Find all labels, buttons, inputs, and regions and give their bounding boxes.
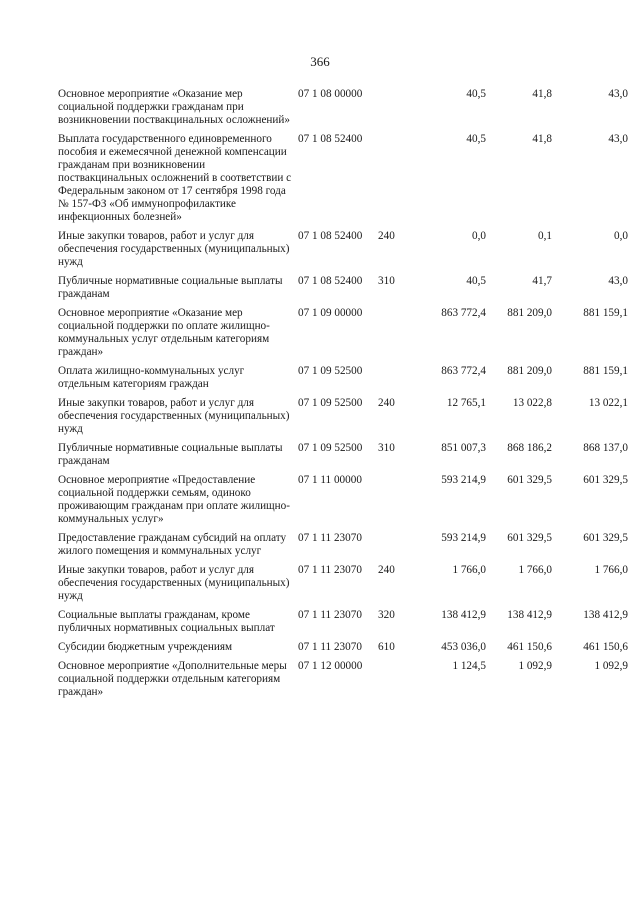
expense-type-code: 240 [378,230,395,242]
amount-year-3: 461 150,6 [583,641,628,653]
classification-code: 07 1 11 23070 [298,609,362,621]
table-row [58,365,638,391]
table-row [58,442,638,468]
classification-code: 07 1 12 00000 [298,660,363,672]
expense-type-code: 610 [378,641,395,653]
amount-year-3: 43,0 [608,133,628,145]
item-name: Иные закупки товаров, работ и услуг для обеспечения государственных (муниципальных) нужд [58,564,290,602]
classification-code: 07 1 08 52400 [298,275,363,287]
amount-year-3: 43,0 [608,275,628,287]
expense-type-code: 310 [378,442,395,454]
expense-type-code: 240 [378,564,395,576]
classification-code: 07 1 09 52500 [298,442,363,454]
amount-year-1: 12 765,1 [446,397,486,409]
table-row [58,609,638,635]
item-name: Предоставление гражданам субсидий на оплату жилого помещения и коммунальных услуг [58,532,287,557]
item-name: Основное мероприятие «Предоставление социальной поддержки семьям, одиноко проживающим гражданам при оплате жилищно-коммунальных услуг» [58,474,290,525]
amount-year-3: 1 092,9 [594,660,628,672]
amount-year-2: 601 329,5 [507,532,552,544]
table-row [58,641,638,654]
amount-year-2: 601 329,5 [507,474,552,486]
table-row [58,564,638,603]
classification-code: 07 1 09 00000 [298,307,363,319]
item-name: Оплата жилищно-коммунальных услуг отдельным категориям граждан [58,365,245,390]
amount-year-2: 1 092,9 [518,660,552,672]
classification-code: 07 1 11 23070 [298,532,362,544]
amount-year-3: 881 159,1 [583,365,628,377]
amount-year-3: 868 137,0 [583,442,628,454]
amount-year-2: 868 186,2 [507,442,552,454]
table-row [58,660,638,699]
amount-year-1: 1 124,5 [452,660,486,672]
classification-code: 07 1 09 52500 [298,397,363,409]
amount-year-1: 0,0 [472,230,486,242]
amount-year-1: 453 036,0 [441,641,486,653]
amount-year-3: 138 412,9 [583,609,628,621]
classification-code: 07 1 08 52400 [298,133,363,145]
amount-year-2: 41,8 [532,88,552,100]
amount-year-2: 13 022,8 [512,397,552,409]
classification-code: 07 1 11 23070 [298,641,362,653]
table-row [58,307,638,359]
amount-year-2: 881 209,0 [507,365,552,377]
classification-code: 07 1 09 52500 [298,365,363,377]
amount-year-2: 0,1 [538,230,552,242]
amount-year-1: 138 412,9 [441,609,486,621]
classification-code: 07 1 11 00000 [298,474,362,486]
item-name: Публичные нормативные социальные выплаты гражданам [58,275,283,300]
amount-year-3: 601 329,5 [583,532,628,544]
item-name: Иные закупки товаров, работ и услуг для обеспечения государственных (муниципальных) нужд [58,230,290,268]
amount-year-1: 863 772,4 [441,365,486,377]
item-name: Основное мероприятие «Оказание мер социальной поддержки по оплате жилищно-коммунальных услуг отдельным категориям граждан» [58,307,270,358]
page-number: 366 [310,54,330,69]
amount-year-2: 461 150,6 [507,641,552,653]
table-row [58,532,638,558]
item-name: Публичные нормативные социальные выплаты гражданам [58,442,283,467]
amount-year-1: 593 214,9 [441,474,486,486]
amount-year-2: 1 766,0 [518,564,552,576]
amount-year-1: 851 007,3 [441,442,486,454]
item-name: Выплата государственного единовременного пособия и ежемесячной денежной компенсации гражданам при возникновении поствакцинальных осложнений в соответствии с Федеральным законом от 17 сентября 1998 года № 157-ФЗ «Об иммунопрофилактике инфекционных болезней» [58,133,292,223]
table-row [58,88,638,127]
classification-code: 07 1 11 23070 [298,564,362,576]
amount-year-1: 1 766,0 [452,564,486,576]
amount-year-1: 40,5 [466,133,486,145]
expense-type-code: 320 [378,609,395,621]
item-name: Иные закупки товаров, работ и услуг для обеспечения государственных (муниципальных) нужд [58,397,290,435]
item-name: Социальные выплаты гражданам, кроме публичных нормативных социальных выплат [58,609,275,634]
amount-year-3: 43,0 [608,88,628,100]
amount-year-1: 593 214,9 [441,532,486,544]
amount-year-1: 40,5 [466,88,486,100]
item-name: Основное мероприятие «Оказание мер социальной поддержки гражданам при возникновении поствакцинальных осложнений» [58,88,290,126]
expense-type-code: 310 [378,275,395,287]
amount-year-3: 881 159,1 [583,307,628,319]
table-row [58,133,638,224]
item-name: Субсидии бюджетным учреждениям [58,641,233,653]
amount-year-1: 863 772,4 [441,307,486,319]
table-row [58,397,638,436]
table-row [58,474,638,526]
amount-year-3: 601 329,5 [583,474,628,486]
table-row [58,275,638,301]
classification-code: 07 1 08 52400 [298,230,363,242]
amount-year-3: 0,0 [614,230,628,242]
amount-year-2: 41,8 [532,133,552,145]
amount-year-1: 40,5 [466,275,486,287]
expense-type-code: 240 [378,397,395,409]
amount-year-3: 1 766,0 [594,564,628,576]
classification-code: 07 1 08 00000 [298,88,363,100]
amount-year-2: 41,7 [532,275,552,287]
amount-year-2: 881 209,0 [507,307,552,319]
item-name: Основное мероприятие «Дополнительные меры социальной поддержки отдельным категориям граждан» [58,660,287,698]
table-row [58,230,638,269]
amount-year-3: 13 022,1 [588,397,628,409]
amount-year-2: 138 412,9 [507,609,552,621]
budget-table [58,88,638,705]
